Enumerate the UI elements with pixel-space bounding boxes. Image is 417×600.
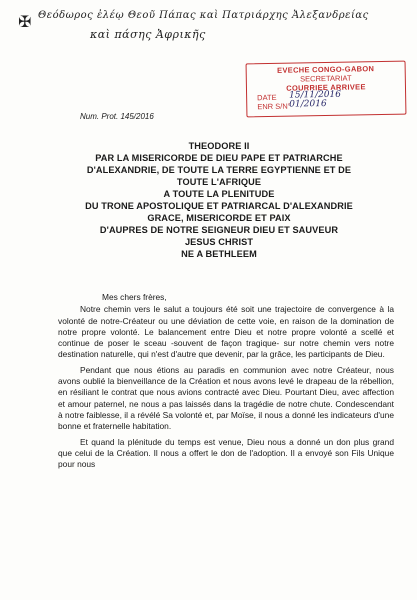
document-title: [54, 140, 384, 260]
title-line: D'AUPRES DE NOTRE SEIGNEUR DIEU ET SAUVEUR: [99, 225, 339, 235]
arrival-stamp: [246, 61, 407, 118]
stamp-line-3: COURRIEE ARRIVEE: [286, 82, 366, 93]
title-line: JESUS CHRIST: [184, 237, 254, 247]
cross-icon: ✠: [18, 12, 32, 31]
title-line: GRACE, MISERICORDE ET PAIX: [147, 213, 291, 223]
stamp-enr-row: [247, 100, 405, 112]
stamp-date-label: DATE: [257, 92, 277, 103]
greek-script-line: Θεόδωρος ἐλέῳ Θεοῦ Πάπας καὶ Πατριάρχης Ἀλεξανδρείας: [38, 10, 369, 21]
title-line: D'ALEXANDRIE, DE TOUTE LA TERRE EGYPTIENNE ET DE: [86, 165, 352, 175]
protocol-number: Num. Prot. 145/2016: [80, 112, 154, 121]
body-paragraph: Et quand la plénitude du temps est venue, Dieu nous a donné un don plus grand que celui de la Création. Il nous a offert le don de l'adoption. Il a envoyé son Fils Unique pour nous: [58, 436, 394, 470]
title-line: THEODORE II: [188, 141, 250, 151]
title-line: NE A BETHLEEM: [181, 249, 257, 259]
stamp-enr-value: 01/2016: [289, 98, 327, 110]
greek-script-line-2: καὶ πάσης Ἀφρικῆς: [90, 28, 206, 41]
stamp-line-2: SECRETARIAT: [300, 73, 352, 84]
body-paragraph: Pendant que nous étions au paradis en communion avec notre Créateur, nous avons oublié la bienveillance de la Création et nous avons levé le drapeau de la rébellion, en résiliant le contrat que nous avions contracté avec Dieu. Pourtant Dieu, avec affection et amour paternel, ne nous a pas laissés dans la tragédie de notre chute. Condescendant à notre faiblesse, il a révélé Sa volonté et, par Moïse, il nous a donné les indicateurs d'une bonne et fraternelle habitation.: [58, 364, 394, 432]
salutation: Mes chers frères,: [102, 292, 167, 302]
patriarchal-header: [10, 4, 410, 52]
stamp-enr-label: ENR S/N°: [257, 101, 291, 112]
body-paragraph: Notre chemin vers le salut a toujours été soit une trajectoire de convergence à la volonté de notre-Créateur ou une déviation de cette voie, en raison de la domination de notre propre volonté. Le balancement entre Dieu et notre propre volonté a scellé et continue de poser le sceau -souvent de façon tragique- sur notre chemin vers notre destination naturelle, qui n'est d'autre que devenir, par la grâce, les participants de Dieu.: [58, 304, 394, 360]
title-line: DU TRONE APOSTOLIQUE ET PATRIARCAL D'ALEXANDRIE: [85, 201, 353, 211]
title-line: TOUTE L'AFRIQUE: [176, 177, 262, 187]
title-line: A TOUTE LA PLENITUDE: [163, 189, 275, 199]
title-line: PAR LA MISERICORDE DE DIEU PAPE ET PATRIARCHE: [95, 153, 343, 163]
stamp-date-value: 15/11/2016: [289, 89, 342, 101]
stamp-line-1: EVECHE CONGO-GABON: [277, 64, 375, 75]
letter-body: [58, 292, 394, 472]
